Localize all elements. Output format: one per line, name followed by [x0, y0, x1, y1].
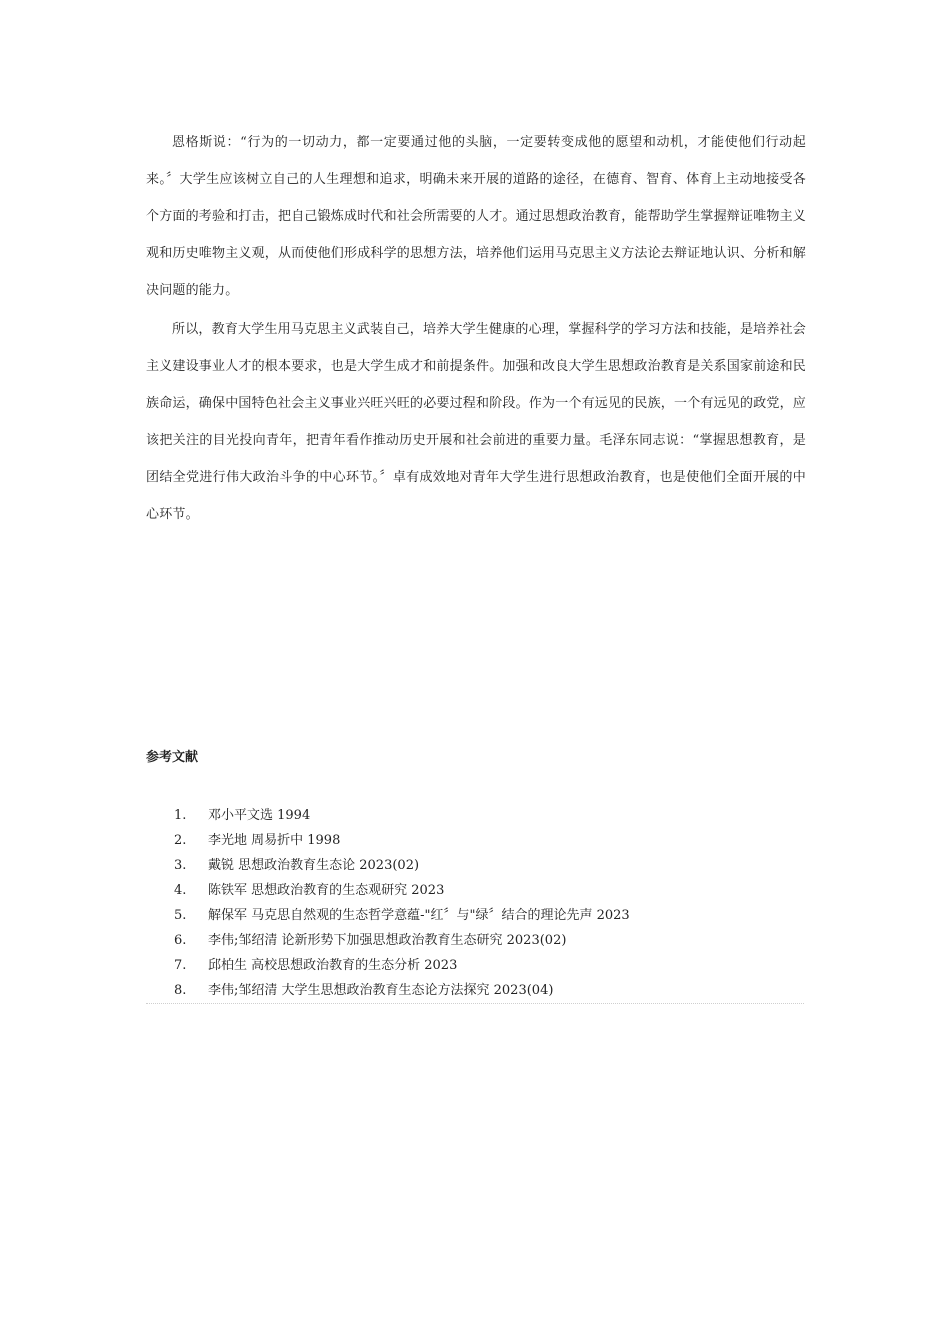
reference-text: 戴锐 思想政治教育生态论 2023(02): [208, 858, 420, 873]
reference-item: [174, 803, 804, 828]
paragraph-2: 所以，教育大学生用马克思主义武装自己，培养大学生健康的心理，掌握科学的学习方法和技能，是培养社会主义建设事业人才的根本要求，也是大学生成才和前提条件。加强和改良大学生思想政治教育是关系国家前途和民族命运，确保中国特色社会主义事业兴旺兴旺的必要过程和阶段。作为一个有远见的民族，一个有远见的政党，应该把关注的目光投向青年，把青年看作推动历史开展和社会前进的重要力量。毛泽东同志说：“掌握思想教育，是团结全党进行伟大政治斗争的中心环节。〞卓有成效地对青年大学生进行思想政治教育，也是使他们全面开展的中心环节。: [146, 322, 807, 522]
reference-number: 3.: [174, 858, 187, 873]
reference-item: [174, 903, 804, 928]
reference-text: 解保军 马克思自然观的生态哲学意蕴-"红〞与"绿〞结合的理论先声 2023: [208, 908, 630, 923]
reference-number: 2.: [174, 833, 187, 848]
reference-text: 邓小平文选 1994: [208, 808, 311, 823]
references-list: [146, 803, 804, 1004]
reference-number: 7.: [174, 958, 187, 973]
reference-number: 8.: [174, 983, 187, 998]
reference-number: 4.: [174, 883, 187, 898]
reference-text: 李伟;邹绍清 论新形势下加强思想政治教育生态研究 2023(02): [208, 933, 567, 948]
reference-item: [174, 953, 804, 978]
reference-text: 邱柏生 高校思想政治教育的生态分析 2023: [208, 958, 458, 973]
reference-text: 李伟;邹绍清 大学生思想政治教育生态论方法探究 2023(04): [208, 983, 554, 998]
references-section: [146, 746, 806, 1004]
reference-item: [174, 928, 804, 953]
paragraph-1: 恩格斯说：“行为的一切动力，都一定要通过他的头脑，一定要转变成他的愿望和动机，才能使他们行动起来。〞大学生应该树立自己的人生理想和追求，明确未来开展的道路的途径，在德育、智育、体育上主动地接受各个方面的考验和打击，把自己锻炼成时代和社会所需要的人才。通过思想政治教育，能帮助学生掌握辩证唯物主义观和历史唯物主义观，从而使他们形成科学的思想方法，培养他们运用马克思主义方法论去辩证地认识、分析和解决问题的能力。: [146, 135, 807, 298]
reference-text: 陈铁军 思想政治教育的生态观研究 2023: [208, 883, 445, 898]
reference-item: [174, 978, 804, 1003]
reference-number: 5.: [174, 908, 187, 923]
reference-item: [174, 853, 804, 878]
reference-number: 6.: [174, 933, 187, 948]
reference-text: 李光地 周易折中 1998: [208, 833, 341, 848]
body-text: [146, 124, 806, 533]
reference-number: 1.: [174, 808, 187, 823]
reference-item: [174, 878, 804, 903]
reference-item: [174, 828, 804, 853]
references-title: 参考文献: [146, 750, 199, 765]
